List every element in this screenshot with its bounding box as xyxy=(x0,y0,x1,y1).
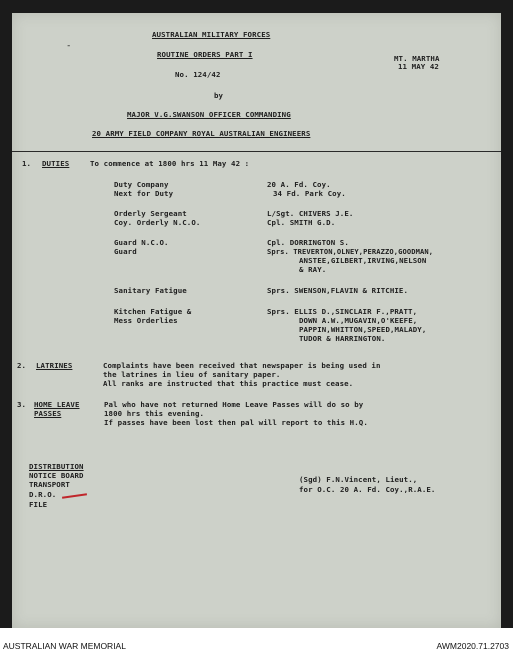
by-label: by xyxy=(214,91,224,100)
header-divider xyxy=(12,151,501,152)
home-leave-line: 1800 hrs this evening. xyxy=(104,409,205,418)
unit-name: 20 ARMY FIELD COMPANY ROYAL AUSTRALIAN ENGINEERS xyxy=(92,129,311,138)
home-leave-line: If passes have been lost then pal will report to this H.Q. xyxy=(104,418,368,427)
duty-role: Duty Company xyxy=(114,180,169,189)
duty-role: Mess Orderlies xyxy=(114,316,178,325)
duty-assigned: TUDOR & HARRINGTON. xyxy=(299,334,386,343)
duty-role: Kitchen Fatigue & xyxy=(114,307,192,316)
footer-accession-number: AWM2020.71.2703 xyxy=(436,641,509,651)
distribution-item: D.R.O. xyxy=(29,490,57,499)
duty-assigned: Sprs. ELLIS D.,SINCLAIR F.,PRATT, xyxy=(267,307,418,316)
order-sheet xyxy=(12,13,501,628)
doc-subtitle: ROUTINE ORDERS PART I xyxy=(157,50,253,59)
home-leave-line: Pal who have not returned Home Leave Passes will do so by xyxy=(104,400,364,409)
distribution-item: TRANSPORT xyxy=(29,480,70,489)
commanding-officer: MAJOR V.G.SWANSON OFFICER COMMANDING xyxy=(127,110,291,119)
duties-heading: DUTIES xyxy=(42,159,70,168)
distribution-item: NOTICE BOARD xyxy=(29,471,84,480)
home-leave-heading: HOME LEAVE xyxy=(34,400,80,409)
duty-assigned: Cpl. SMITH G.D. xyxy=(267,218,336,227)
latrines-line: the latrines in lieu of sanitary paper. xyxy=(103,370,281,379)
duty-assigned: Cpl. DORRINGTON S. xyxy=(267,238,349,247)
duty-assigned: & RAY. xyxy=(299,265,327,274)
duty-assigned: 20 A. Fd. Coy. xyxy=(267,180,331,189)
duty-assigned: Sprs. SWENSON,FLAVIN & RITCHIE. xyxy=(267,286,409,295)
duty-assigned: DOWN A.W.,MUGAVIN,O'KEEFE, xyxy=(299,316,418,325)
archive-footer xyxy=(0,628,513,653)
duty-role: Guard xyxy=(114,247,137,256)
signature-line: (Sgd) F.N.Vincent, Lieut., xyxy=(299,475,418,484)
margin-mark: - xyxy=(66,41,72,51)
duty-role: Guard N.C.O. xyxy=(114,238,169,247)
duty-assigned: L/Sgt. CHIVERS J.E. xyxy=(267,209,354,218)
red-pen-mark xyxy=(62,493,87,498)
duty-assigned: ANSTEE,GILBERT,IRVING,NELSON xyxy=(299,256,427,265)
duty-assigned: Sprs. TREVERTON,OLNEY,PERAZZO,GOODMAN, xyxy=(267,247,434,256)
latrines-line: All ranks are instructed that this practice must cease. xyxy=(103,379,354,388)
duties-number: 1. xyxy=(22,159,32,168)
latrines-heading: LATRINES xyxy=(36,361,73,370)
home-leave-number: 3. xyxy=(17,400,27,409)
footer-institution: AUSTRALIAN WAR MEMORIAL xyxy=(3,641,126,651)
duties-intro: To commence at 1800 hrs 11 May 42 : xyxy=(90,159,250,168)
distribution-item: FILE xyxy=(29,500,48,509)
duty-assigned: 34 Fd. Park Coy. xyxy=(273,189,346,198)
doc-title: AUSTRALIAN MILITARY FORCES xyxy=(152,30,271,39)
home-leave-heading: PASSES xyxy=(34,409,62,418)
duty-role: Sanitary Fatigue xyxy=(114,286,187,295)
doc-location: MT. MARTHA xyxy=(394,54,440,63)
signature-line: for O.C. 20 A. Fd. Coy.,R.A.E. xyxy=(299,485,436,494)
order-number: No. 124/42 xyxy=(175,70,221,79)
latrines-number: 2. xyxy=(17,361,27,370)
duty-role: Coy. Orderly N.C.O. xyxy=(114,218,201,227)
latrines-line: Complaints have been received that newspaper is being used in xyxy=(103,361,381,370)
distribution-heading: DISTRIBUTION xyxy=(29,462,84,471)
duty-role: Orderly Sergeant xyxy=(114,209,187,218)
duty-assigned: PAPPIN,WHITTON,SPEED,MALADY, xyxy=(299,325,427,334)
doc-date: 11 MAY 42 xyxy=(398,62,439,71)
duty-role: Next for Duty xyxy=(114,189,174,198)
